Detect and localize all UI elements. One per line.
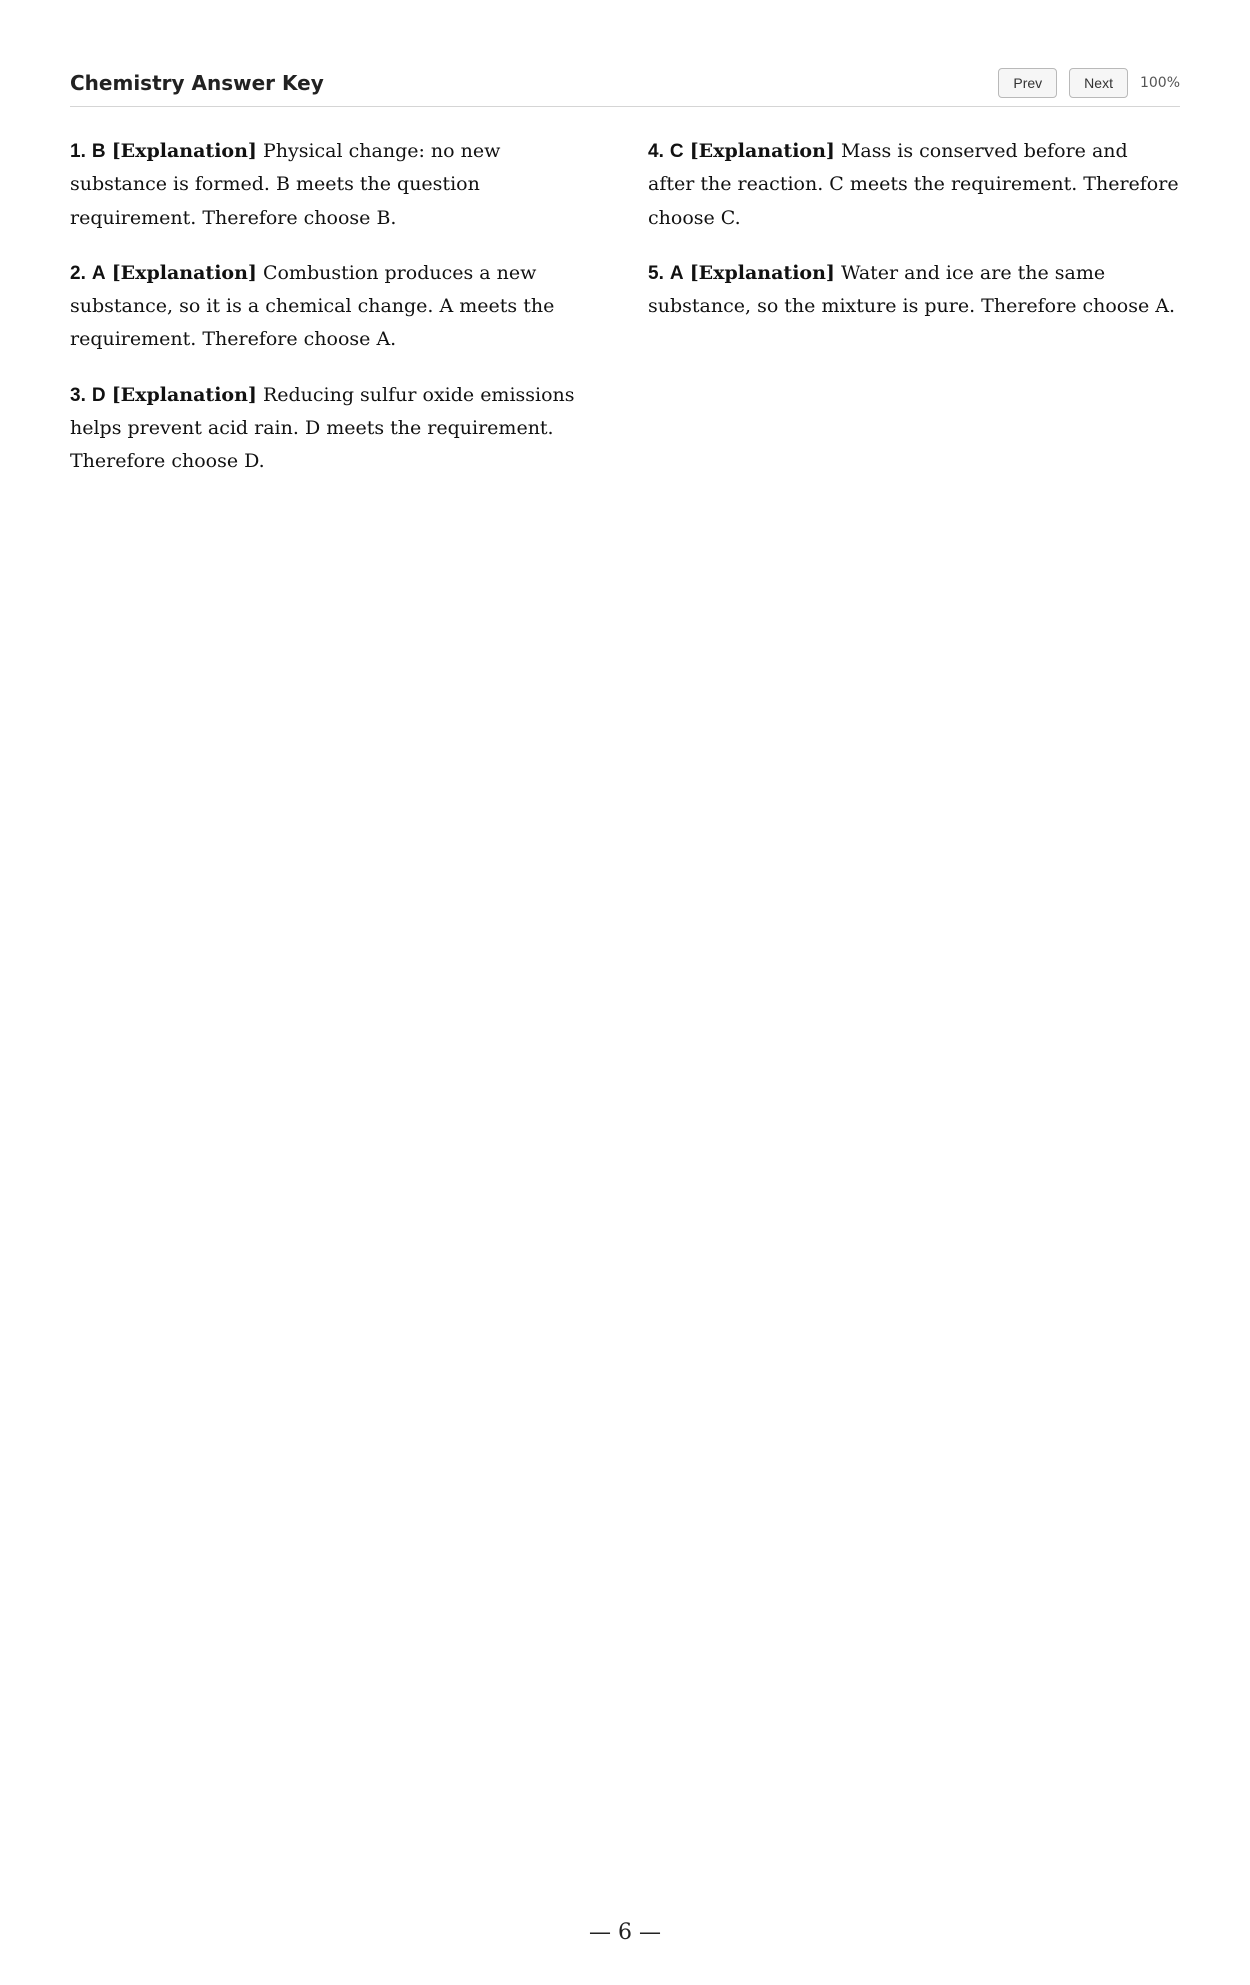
zoom-level: 100% <box>1139 75 1180 91</box>
answer-item <box>70 257 602 357</box>
question-number: 3. <box>70 384 86 406</box>
viewer-toolbar <box>70 60 1180 107</box>
answer-columns <box>70 135 1180 500</box>
answer-item <box>70 135 602 235</box>
question-number: 2. <box>70 262 86 284</box>
left-column <box>70 135 602 500</box>
answer-letter: C <box>669 141 684 162</box>
explanation-text: Reducing sulfur oxide emissions helps prevent acid rain. D meets the requirement. Therefore choose D. <box>70 383 575 472</box>
right-column <box>648 135 1180 500</box>
explanation-text: Combustion produces a new substance, so it is a chemical change. A meets the requirement. Therefore choose A. <box>70 261 555 351</box>
prev-page-button[interactable]: Prev <box>998 68 1057 98</box>
explanation-tag: [Explanation] <box>111 140 257 162</box>
document-title: Chemistry Answer Key <box>70 71 324 95</box>
explanation-text: Mass is conserved before and after the reaction. C meets the requirement. Therefore choose C. <box>648 140 1179 229</box>
question-number: 1. <box>70 141 86 162</box>
page-number: — 6 — <box>589 1920 661 1945</box>
explanation-text: Physical change: no new substance is formed. B meets the question requirement. Therefore choose B. <box>70 140 501 229</box>
answer-item <box>648 135 1180 235</box>
answer-letter: A <box>91 262 106 284</box>
answer-letter: B <box>91 141 106 162</box>
explanation-text: Water and ice are the same substance, so the mixture is pure. Therefore choose A. <box>648 261 1176 317</box>
explanation-tag: [Explanation] <box>689 261 835 284</box>
answer-item <box>648 257 1180 324</box>
answer-item <box>70 379 602 479</box>
explanation-tag: [Explanation] <box>111 261 257 284</box>
question-number: 4. <box>648 141 664 162</box>
explanation-tag: [Explanation] <box>689 140 835 162</box>
next-page-button[interactable]: Next <box>1069 68 1128 98</box>
explanation-tag: [Explanation] <box>111 383 257 406</box>
answer-letter: D <box>91 384 106 406</box>
question-number: 5. <box>648 262 664 284</box>
answer-letter: A <box>669 262 684 284</box>
